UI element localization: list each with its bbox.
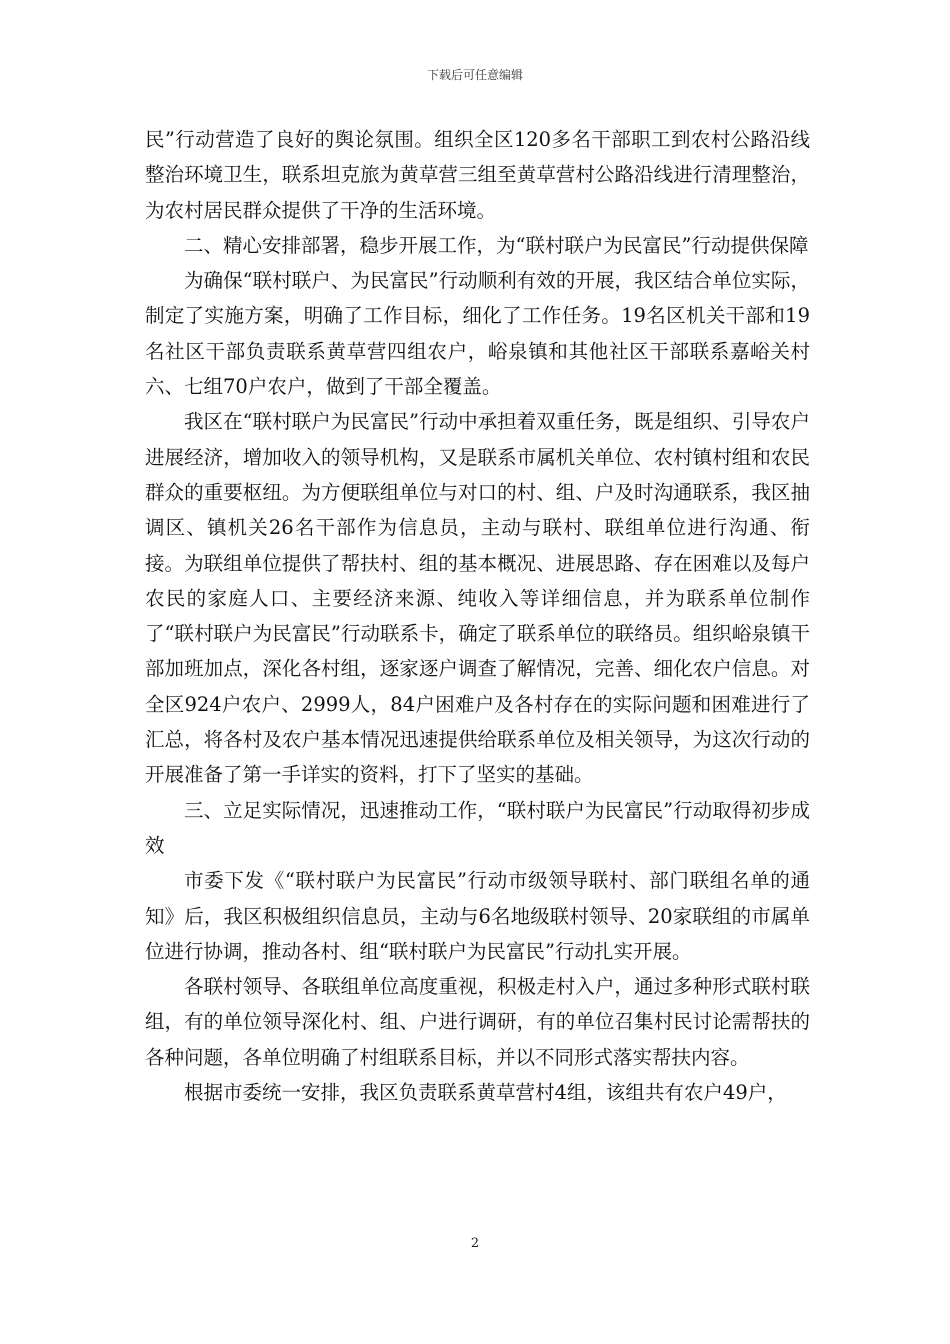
paragraph-huangcaoying: 根据市委统一安排，我区负责联系黄草营村4组，该组共有农户49户， [184,1081,787,1105]
page-header: 下载后可任意编辑 [426,68,523,82]
paragraph-municipal-notice: 市委下发《“联村联户为民富民”行动市级领导联村、部门联组名单的通知》后，我区积极组织信息员，主动与6名地级联村领导、20家联组的市属单位进行协调，推动各村、组“联村联户为民富民”行动扎实开展。 [145,869,810,963]
section-heading-3: 三、立足实际情况，迅速推动工作，“联村联户为民富民”行动取得初步成效 [145,798,810,857]
document-body [145,122,810,1110]
paragraph-unit-leaders: 各联村领导、各联组单位高度重视，积极走村入户，通过多种形式联村联组，有的单位领导深化村、组、户进行调研，有的单位召集村民讨论需帮扶的各种问题，各单位明确了村组联系目标，并以不同形式落实帮扶内容。 [145,975,810,1069]
page-number: 2 [470,1236,480,1251]
paragraph-implementation-plan: 为确保“联村联户、为民富民”行动顺利有效的开展，我区结合单位实际，制定了实施方案，明确了工作目标，细化了工作任务。19名区机关干部和19名社区干部负责联系黄草营四组农户，峪泉镇和其他社区干部联系嘉峪关村六、七组70户农户，做到了干部全覆盖。 [145,269,810,399]
section-heading-2: 二、精心安排部署，稳步开展工作，为“联村联户为民富民”行动提供保障 [184,233,809,257]
paragraph-continuation: 民”行动营造了良好的舆论氛围。组织全区120多名干部职工到农村公路沿线整治环境卫生，联系坦克旅为黄草营三组至黄草营村公路沿线进行清理整治，为农村居民群众提供了干净的生活环境。 [145,128,810,222]
paragraph-dual-tasks: 我区在“联村联户为民富民”行动中承担着双重任务，既是组织、引导农户进展经济，增加收入的领导机构，又是联系市属机关单位、农村镇村组和农民群众的重要枢纽。为方便联组单位与对口的村、组、户及时沟通联系，我区抽调区、镇机关26名干部作为信息员，主动与联村、联组单位进行沟通、衔接。为联组单位提供了帮扶村、组的基本概况、进展思路、存在困难以及每户农民的家庭人口、主要经济来源、纯收入等详细信息，并为联系单位制作了“联村联户为民富民”行动联系卡，确定了联系单位的联络员。组织峪泉镇干部加班加点，深化各村组，逐家逐户调查了解情况，完善、细化农户信息。对全区924户农户、2999人，84户困难户及各村存在的实际问题和困难进行了汇总，将各村及农户基本情况迅速提供给联系单位及相关领导，为这次行动的开展准备了第一手详实的资料，打下了坚实的基础。 [145,410,810,787]
